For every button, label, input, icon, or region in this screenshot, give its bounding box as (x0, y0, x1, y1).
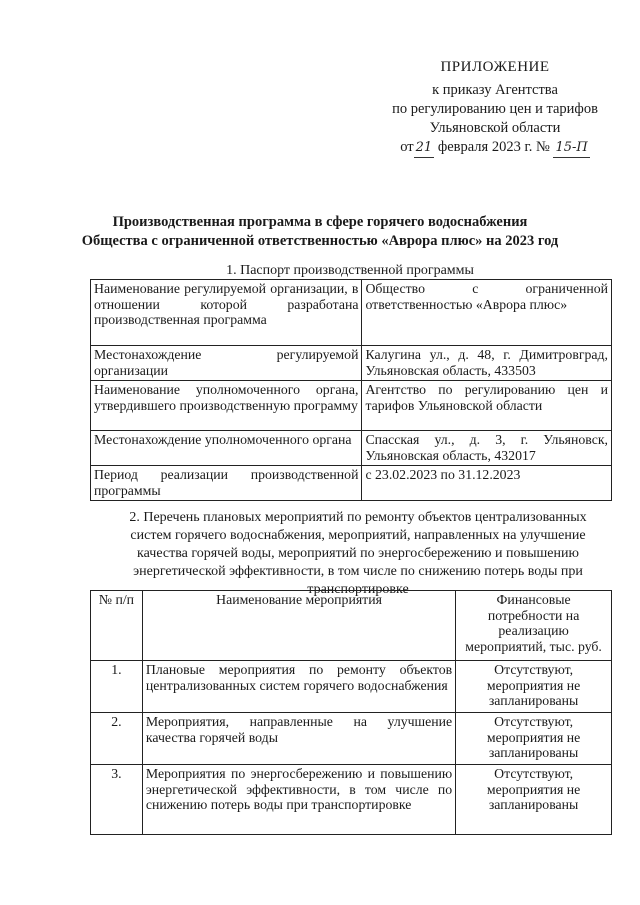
document-title (60, 213, 580, 251)
table-row (91, 381, 612, 431)
table-row (91, 280, 612, 346)
row-name: Плановые мероприятия по ремонту объектов централизованных систем горячего водоснабжения (142, 661, 455, 713)
appendix-block (380, 58, 610, 158)
appendix-line-2: по регулированию цен и тарифов (392, 101, 598, 117)
row-name: Мероприятия по энергосбережению и повышению энергетической эффективности, в том числе по снижению потерь воды при транспортировке (142, 765, 455, 835)
order-number-handwritten: 15-П (553, 138, 589, 158)
passport-label: Наименование регулируемой организации, в отношении которой разработана производственная программа (91, 280, 362, 346)
date-prefix: от (400, 139, 414, 155)
appendix-date-line (380, 138, 610, 158)
table-row (91, 661, 612, 713)
passport-label: Период реализации производственной программы (91, 466, 362, 501)
passport-value: с 23.02.2023 по 31.12.2023 (362, 466, 612, 501)
row-finance: Отсутствуют, мероприятия не запланированы (456, 713, 612, 765)
measures-table (90, 590, 612, 835)
passport-value: Общество с ограниченной ответственностью «Аврора плюс» (362, 280, 612, 346)
table-row (91, 466, 612, 501)
passport-table (90, 279, 612, 501)
header-finance: Финансовые потребности на реализацию мероприятий, тыс. руб. (456, 591, 612, 661)
table-header-row (91, 591, 612, 661)
row-finance: Отсутствуют, мероприятия не запланированы (456, 661, 612, 713)
table-row (91, 765, 612, 835)
row-num: 3. (91, 765, 143, 835)
row-name: Мероприятия, направленные на улучшение качества горячей воды (142, 713, 455, 765)
passport-label: Местонахождение регулируемой организации (91, 346, 362, 381)
header-num: № п/п (91, 591, 143, 661)
title-line-1: Производственная программа в сфере горячего водоснабжения (112, 214, 528, 230)
table-row (91, 431, 612, 466)
title-line-2: Общества с ограниченной ответственностью «Аврора плюс» на 2023 год (81, 233, 559, 249)
section1-title: 1. Паспорт производственной программы (226, 263, 474, 278)
header-name: Наименование мероприятия (142, 591, 455, 661)
passport-value: Калугина ул., д. 48, г. Димитровград, Ульяновская область, 433503 (362, 346, 612, 381)
passport-label: Наименование уполномоченного органа, утвердившего производственную программу (91, 381, 362, 431)
date-rest: февраля 2023 г. № (437, 139, 550, 155)
appendix-line-1: к приказу Агентства (432, 82, 558, 98)
row-finance: Отсутствуют, мероприятия не запланированы (456, 765, 612, 835)
passport-value: Спасская ул., д. 3, г. Ульяновск, Ульяновская область, 432017 (362, 431, 612, 466)
appendix-line-3: Ульяновской области (429, 120, 561, 136)
section2-title: 2. Перечень плановых мероприятий по ремонту объектов централизованных систем горячего водоснабжения, мероприятий, направленных на улучшение качества горячей воды, мероприятий по энергосбережению и повышению энергетической эффективности, в том числе по снижению потерь воды при транспортировке (129, 510, 587, 597)
row-num: 2. (91, 713, 143, 765)
date-day-handwritten: 21 (414, 138, 435, 158)
table-row (91, 713, 612, 765)
table-row (91, 346, 612, 381)
row-num: 1. (91, 661, 143, 713)
appendix-heading: ПРИЛОЖЕНИЕ (440, 59, 550, 75)
passport-label: Местонахождение уполномоченного органа (91, 431, 362, 466)
passport-value: Агентство по регулированию цен и тарифов Ульяновской области (362, 381, 612, 431)
